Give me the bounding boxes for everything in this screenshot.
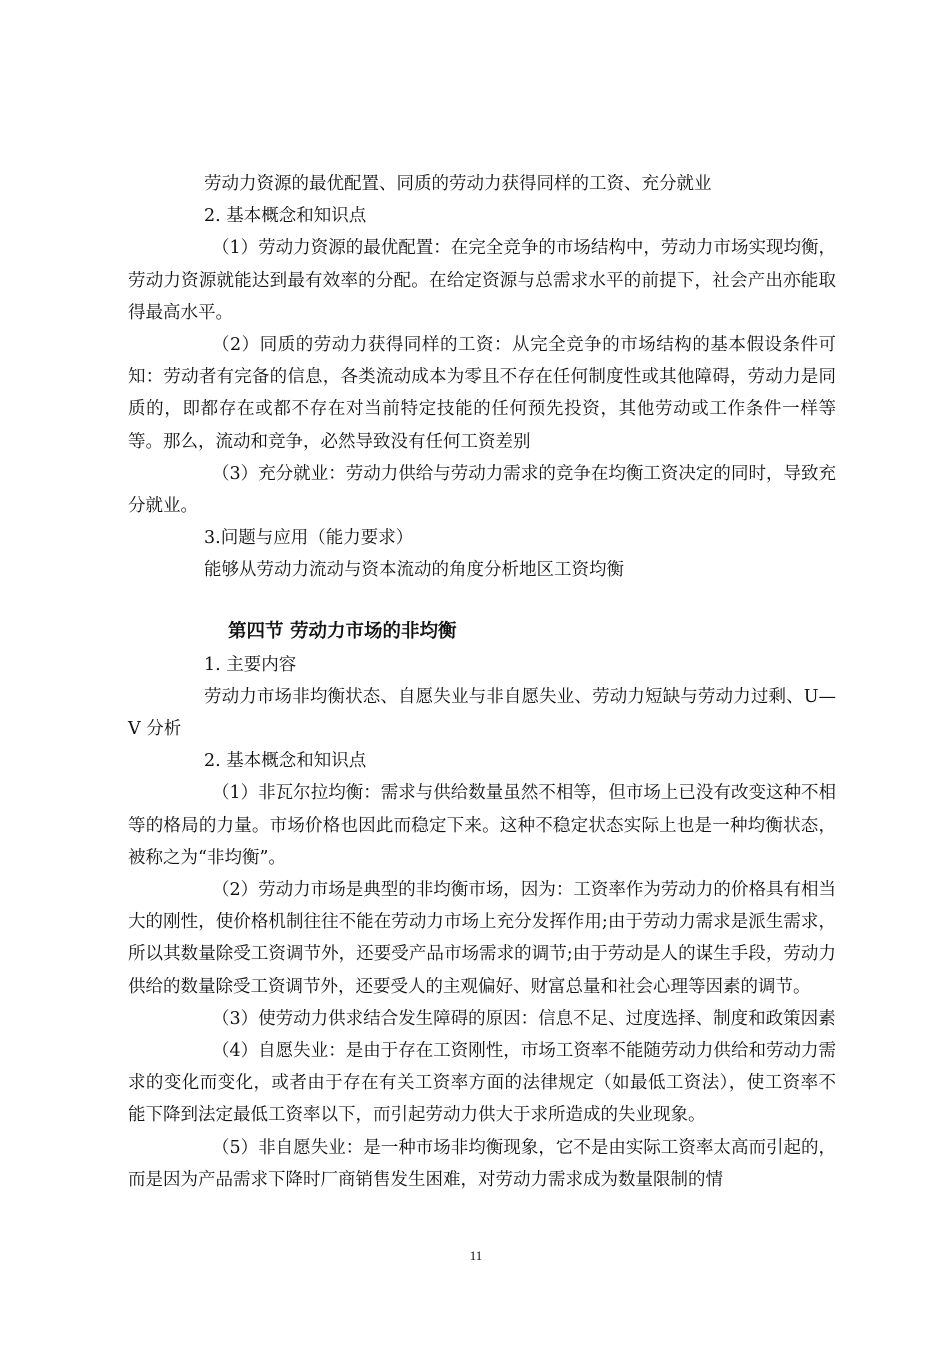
paragraph-involuntary-unemployment: （5）非自愿失业：是一种市场非均衡现象，它不是由实际工资率太高而引起的，而是因为产品需求下降时厂商销售发生困难，对劳动力需求成为数量限制的情 <box>128 1137 836 1190</box>
paragraph-main-content-list: 劳动力资源的最优配置、同质的劳动力获得同样的工资、充分就业 <box>204 174 712 194</box>
paragraph-concepts-title: 2. 基本概念和知识点 <box>204 206 367 227</box>
paragraph-optimal-allocation: （1）劳动力资源的最优配置：在完全竞争的市场结构中，劳动力市场实现均衡，劳动力资源就能达到最有效率的分配。在给定资源与总需求水平的前提下，社会产出亦能取得最高水平。 <box>128 238 836 323</box>
paragraph-main-content-items: 劳动力市场非均衡状态、自愿失业与非自愿失业、劳动力短缺与劳动力过剩、U—V 分析 <box>128 686 836 740</box>
paragraph-voluntary-unemployment: （4）自愿失业：是由于存在工资刚性，市场工资率不能随劳动力供给和劳动力需求的变化而变化，或者由于存在有关工资率方面的法律规定（如最低工资法），使工资率不能下降到法定最低工资率以下，而引起劳动力供大于求所造成的失业现象。 <box>128 1041 836 1126</box>
page-body <box>128 168 836 1196</box>
paragraph-main-content-title: 1. 主要内容 <box>204 654 297 675</box>
paragraph-questions-title: 3.问题与应用（能力要求） <box>204 528 414 549</box>
paragraph-non-walrasian: （1）非瓦尔拉均衡：需求与供给数量虽然不相等，但市场上已没有改变这种不相等的格局的力量。市场价格也因此而稳定下来。这种不稳定状态实际上也是一种均衡状态，被称之为“非均衡”。 <box>128 783 836 868</box>
paragraph-typical-disequilibrium: （2）劳动力市场是典型的非均衡市场，因为：工资率作为劳动力的价格具有相当大的刚性，使价格机制往往不能在劳动力市场上充分发挥作用;由于劳动力需求是派生需求，所以其数量除受工资调节外，还要受产品市场需求的调节;由于劳动是人的谋生手段，劳动力供给的数量除受工资调节外，还要受人的主观偏好、财富总量和社会心理等因素的调节。 <box>128 880 836 997</box>
paragraph-obstacles: （3）使劳动力供求结合发生障碍的原因：信息不足、过度选择、制度和政策因素 <box>212 1008 836 1029</box>
section-heading: 第四节 劳动力市场的非均衡 <box>228 620 457 642</box>
page-number: 11 <box>469 1248 483 1263</box>
paragraph-ability-requirement: 能够从劳动力流动与资本流动的角度分析地区工资均衡 <box>204 560 624 581</box>
paragraph-same-wage: （2）同质的劳动力获得同样的工资：从完全竞争的市场结构的基本假设条件可知：劳动者有完备的信息，各类流动成本为零且不存在任何制度性或其他障碍，劳动力是同质的，即都存在或都不存在对当前特定技能的任何预先投资，其他劳动或工作条件一样等等。那么，流动和竞争，必然导致没有任何工资差别 <box>128 335 836 452</box>
paragraph-concepts-title-2: 2. 基本概念和知识点 <box>204 751 367 772</box>
paragraph-full-employment: （3）充分就业：劳动力供给与劳动力需求的竞争在均衡工资决定的同时，导致充分就业。 <box>128 463 836 517</box>
